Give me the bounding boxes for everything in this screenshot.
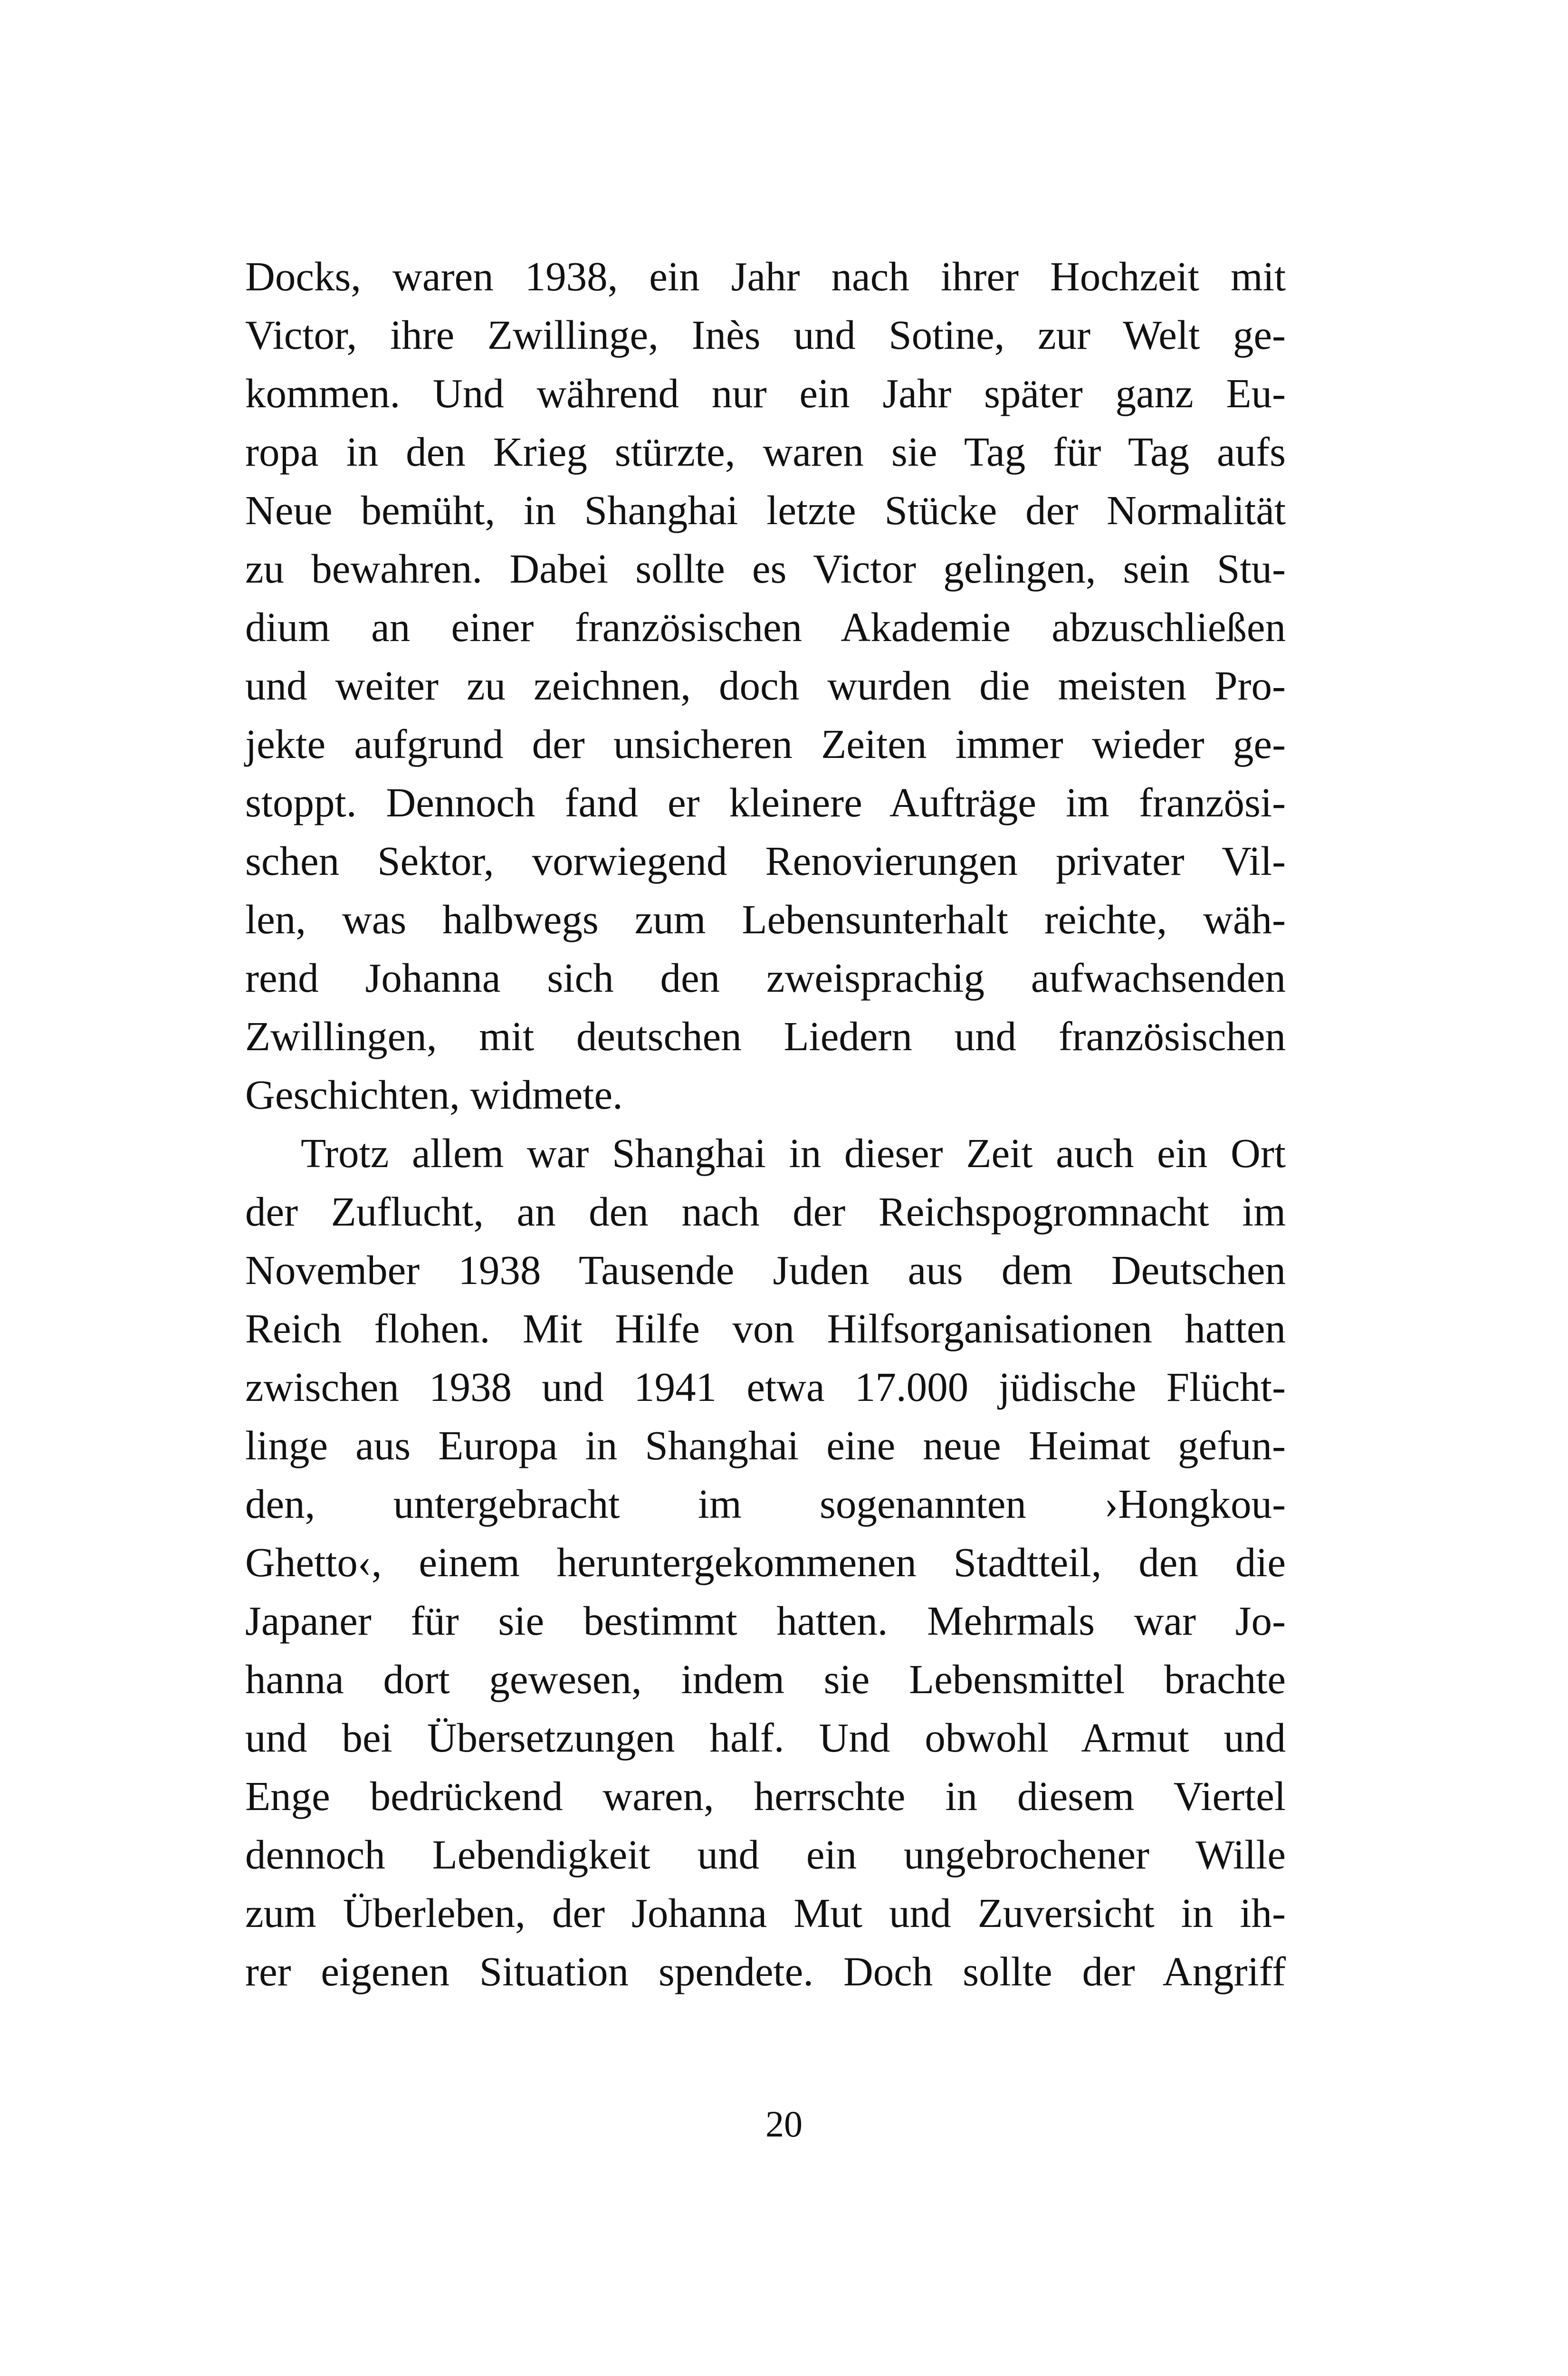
text-line: Enge bedrückend waren, herrschte in diesem Viertel: [245, 1773, 1286, 1819]
text-line: len, was halbwegs zum Lebensunterhalt reichte, wäh-: [245, 896, 1286, 942]
text-line: Victor, ihre Zwillinge, Inès und Sotine, zur Welt ge-: [245, 312, 1286, 358]
text-line: Japaner für sie bestimmt hatten. Mehrmals war Jo-: [245, 1598, 1286, 1644]
text-line: Neue bemüht, in Shanghai letzte Stücke der Normalität: [245, 487, 1286, 533]
text-line: rend Johanna sich den zweisprachig aufwachsenden: [245, 955, 1286, 1001]
text-line: und bei Übersetzungen half. Und obwohl Armut und: [245, 1715, 1286, 1761]
page-number: 20: [765, 2103, 803, 2145]
text-line: Zwillingen, mit deutschen Liedern und französischen: [245, 1013, 1286, 1059]
text-line: stoppt. Dennoch fand er kleinere Aufträge im französi-: [245, 779, 1286, 825]
text-line: November 1938 Tausende Juden aus dem Deutschen: [245, 1247, 1286, 1293]
text-line: den, untergebracht im sogenannten ›Hongkou-: [245, 1481, 1286, 1527]
text-line: zwischen 1938 und 1941 etwa 17.000 jüdische Flücht-: [245, 1364, 1286, 1410]
text-line: zum Überleben, der Johanna Mut und Zuversicht in ih-: [245, 1890, 1286, 1936]
text-line: Docks, waren 1938, ein Jahr nach ihrer Hochzeit mit: [245, 253, 1286, 299]
text-line: kommen. Und während nur ein Jahr später ganz Eu-: [245, 370, 1286, 416]
text-line: linge aus Europa in Shanghai eine neue Heimat gefun-: [245, 1422, 1286, 1468]
text-line: der Zuflucht, an den nach der Reichspogromnacht im: [245, 1188, 1286, 1235]
text-line: jekte aufgrund der unsicheren Zeiten immer wieder ge-: [245, 721, 1286, 767]
text-line: ropa in den Krieg stürzte, waren sie Tag für Tag aufs: [245, 429, 1286, 475]
text-line: dennoch Lebendigkeit und ein ungebrochener Wille: [245, 1831, 1286, 1878]
text-line: Geschichten, widmete.: [245, 1072, 623, 1118]
text-line: hanna dort gewesen, indem sie Lebensmittel brachte: [245, 1656, 1286, 1702]
text-line: und weiter zu zeichnen, doch wurden die meisten Pro-: [245, 662, 1286, 709]
text-line: Ghetto‹, einem heruntergekommenen Stadtteil, den die: [245, 1539, 1286, 1585]
text-line: schen Sektor, vorwiegend Renovierungen privater Vil-: [245, 838, 1286, 884]
text-line: zu bewahren. Dabei sollte es Victor gelingen, sein Stu-: [245, 546, 1286, 592]
text-line: rer eigenen Situation spendete. Doch sollte der Angriff: [245, 1948, 1286, 1994]
body-text: [245, 247, 1286, 2001]
text-line: dium an einer französischen Akademie abzuschließen: [245, 604, 1286, 650]
paragraph-first-line: Trotz allem war Shanghai in dieser Zeit auch ein Ort: [301, 1130, 1286, 1176]
text-line: Reich flohen. Mit Hilfe von Hilfsorganisationen hatten: [245, 1305, 1286, 1351]
